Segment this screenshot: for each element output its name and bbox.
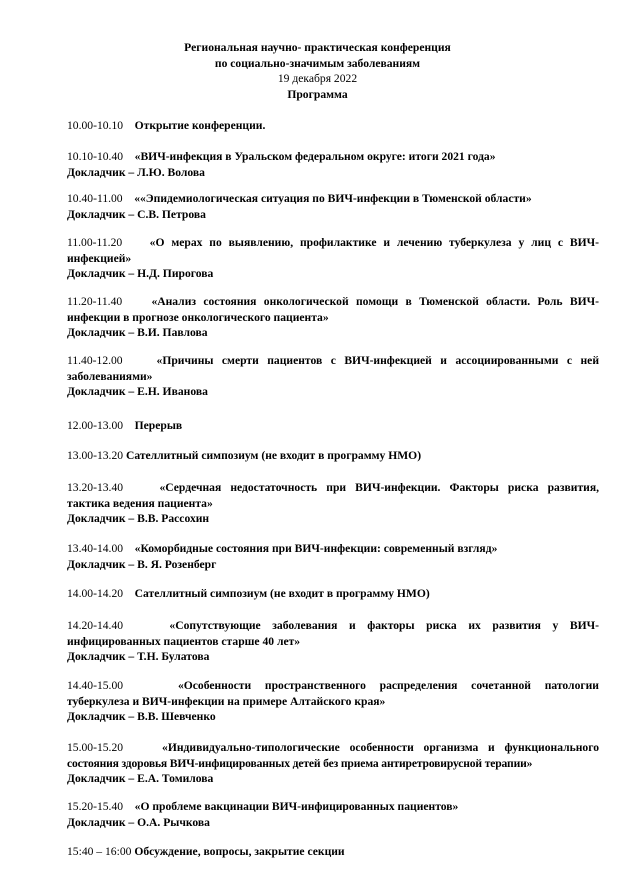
entry-title-continued: инфекцией» xyxy=(67,251,132,265)
entry-time: 14.00-14.20 xyxy=(67,587,124,600)
program-entry xyxy=(67,353,599,400)
entry-title-continued: тактика ведения пациента» xyxy=(67,496,213,510)
program-entry xyxy=(67,541,599,572)
entry-speaker: Докладчик – Т.Н. Булатова xyxy=(67,650,210,663)
entry-title: «Индивидуально-типологические особенности организма и функционального xyxy=(162,741,599,754)
program-entry xyxy=(67,149,599,180)
entry-title: «Особенности пространственного распределения сочетанной патологии xyxy=(177,679,599,692)
entry-title: «Анализ состояния онкологической помощи в Тюменской области. Роль ВИЧ- xyxy=(151,295,599,308)
entry-title: Открытие конференции. xyxy=(134,119,266,132)
entry-time: 10.10-10.40 xyxy=(67,150,124,163)
program-entry xyxy=(67,191,599,222)
program-entry xyxy=(67,740,599,787)
entry-time: 13.40-14.00 xyxy=(67,542,124,555)
entry-title: Сателлитный симпозиум (не входит в программу НМО) xyxy=(134,587,430,600)
program-entry xyxy=(67,586,599,602)
program-entry xyxy=(67,799,599,830)
entry-title: Обсуждение, вопросы, закрытие секции xyxy=(134,845,345,858)
entry-time: 14.20-14.40 xyxy=(67,619,124,632)
program-entry xyxy=(67,294,599,341)
entry-title: ««Эпидемиологическая ситуация по ВИЧ-инфекции в Тюменской области» xyxy=(134,192,532,205)
entry-speaker: Докладчик – Л.Ю. Волова xyxy=(67,165,205,179)
entry-title-continued: состояния здоровья ВИЧ-инфицированных детей без приема антиретровирусной терапии» xyxy=(67,756,533,770)
entry-time: 11.20-11.40 xyxy=(67,295,123,308)
program-entry xyxy=(67,235,599,282)
entry-title: «О проблеме вакцинации ВИЧ-инфицированных пациентов» xyxy=(134,800,459,813)
conference-title-line2: по социально-значимым заболеваниям xyxy=(214,56,421,70)
entry-time: 15:40 – 16:00 xyxy=(67,845,132,858)
entry-speaker: Докладчик – Е.А. Томилова xyxy=(67,772,214,785)
entry-speaker: Докладчик – О.А. Рычкова xyxy=(67,815,210,829)
entry-time: 15.20-15.40 xyxy=(67,800,124,813)
entry-time: 11.00-11.20 xyxy=(67,236,123,249)
entry-time: 10.00-10.10 xyxy=(67,119,124,132)
program-entry xyxy=(67,678,599,725)
entry-speaker: Докладчик – В.В. Рассохин xyxy=(67,512,210,525)
program-entry xyxy=(67,844,599,860)
entry-title: «ВИЧ-инфекция в Уральском федеральном округе: итоги 2021 года» xyxy=(134,150,496,163)
entry-speaker: Докладчик – В.И. Павлова xyxy=(67,326,208,339)
program-entry xyxy=(67,118,599,134)
entry-speaker: Докладчик – С.В. Петрова xyxy=(67,207,206,221)
entry-title-continued: туберкулеза и ВИЧ-инфекции на примере Алтайского края» xyxy=(67,694,386,708)
entry-title: «Сердечная недостаточность при ВИЧ-инфекции. Факторы риска развития, xyxy=(159,481,600,494)
entry-time: 13.00-13.20 xyxy=(67,449,124,462)
entry-speaker: Докладчик – В.В. Шевченко xyxy=(67,710,216,723)
entry-title: «О мерах по выявлению, профилактике и лечению туберкулеза у лиц с ВИЧ- xyxy=(149,236,600,249)
conference-title-line1: Региональная научно- практическая конференция xyxy=(184,41,451,54)
program-entry xyxy=(67,618,599,665)
entry-title-continued: инфекции в прогнозе онкологического пациента» xyxy=(67,310,329,324)
entry-title-continued: заболеваниями» xyxy=(67,369,153,383)
entry-time: 10.40-11.00 xyxy=(67,192,123,205)
conference-date: 19 декабря 2022 xyxy=(277,72,358,85)
entry-speaker: Докладчик – Е.Н. Иванова xyxy=(67,385,208,398)
program-entry xyxy=(67,418,599,434)
entry-time: 15.00-15.20 xyxy=(67,741,124,754)
document-header xyxy=(0,40,635,102)
entry-title: «Сопутствующие заболевания и факторы риска их развития у ВИЧ- xyxy=(169,619,599,632)
entry-time: 14.40-15.00 xyxy=(67,679,124,692)
entry-time: 13.20-13.40 xyxy=(67,481,124,494)
entry-speaker: Докладчик – В. Я. Розенберг xyxy=(67,557,217,571)
entry-title-continued: инфицированных пациентов старше 40 лет» xyxy=(67,634,301,648)
entry-title: «Причины смерти пациентов с ВИЧ-инфекцией и ассоциированными с ней xyxy=(156,354,599,367)
entry-title: Перерыв xyxy=(134,419,183,432)
entry-title: Сателлитный симпозиум (не входит в программу НМО) xyxy=(125,449,422,462)
entry-speaker: Докладчик – Н.Д. Пирогова xyxy=(67,267,214,280)
program-heading: Программа xyxy=(287,87,348,101)
entry-time: 12.00-13.00 xyxy=(67,419,124,432)
entry-time: 11.40-12.00 xyxy=(67,354,123,367)
program-entry xyxy=(67,448,599,464)
entry-title: «Коморбидные состояния при ВИЧ-инфекции: современный взгляд» xyxy=(134,542,498,555)
program-entry xyxy=(67,480,599,527)
